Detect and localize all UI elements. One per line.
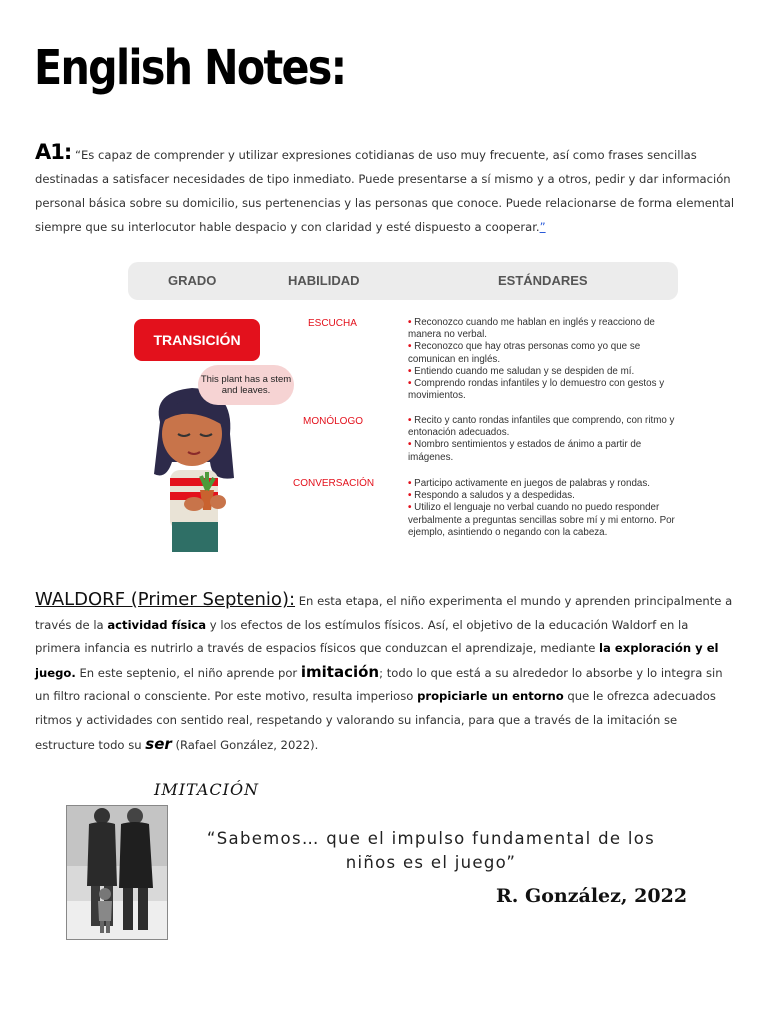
header-grado: GRADO <box>168 273 217 288</box>
waldorf-text: (Rafael González, 2022). <box>171 737 319 752</box>
speech-bubble: This plant has a stem and leaves. <box>198 365 294 405</box>
waldorf-label: WALDORF (Primer Septenio): <box>35 589 296 610</box>
photo-men-and-child <box>66 805 168 940</box>
highlight-ser: ser <box>145 734 172 753</box>
header-estandares: ESTÁNDARES <box>498 273 588 288</box>
header-habilidad: HABILIDAD <box>288 273 360 288</box>
list-item: • Respondo a saludos y a despedidas. <box>408 490 680 502</box>
highlight-exploracion: la exploración y el juego. <box>35 641 719 680</box>
highlight-entorno: propiciarle un entorno <box>417 689 564 704</box>
girl-illustration <box>142 382 252 552</box>
highlight-imitacion: imitación <box>300 662 380 681</box>
skill-monologo: MONÓLOGO <box>303 416 364 427</box>
list-item: • Participo activamente en juegos de palabras y rondas. <box>408 478 680 490</box>
a1-citation-link[interactable]: ” <box>539 220 546 234</box>
a1-paragraph <box>35 140 735 239</box>
imitacion-heading: IMITACIÓN <box>154 780 260 799</box>
list-item: • Recito y canto rondas infantiles que comprendo, con ritmo y entonación adecuados. <box>408 415 680 439</box>
list-item: • Comprendo rondas infantiles y lo demuestro con gestos y movimientos. <box>408 378 680 402</box>
list-item: • Utilizo el lenguaje no verbal cuando no puedo responder verbalmente a preguntas sencillas sobre mí y mi entorno. Por ejemplo, asintiendo o negando con la cabeza. <box>408 502 680 539</box>
list-item: • Entiendo cuando me saludan y se despiden de mí. <box>408 366 680 378</box>
standards-monologo <box>408 415 680 464</box>
a1-text: “Es capaz de comprender y utilizar expresiones cotidianas de uso muy frecuente, así como frases sencillas destinadas a satisfacer necesidades de tipo inmediato. Puede presentarse a sí mismo y a otros, pedir y dar información personal básica sobre su domicilio, sus pertenencias y las personas que conoce. Puede relacionarse de forma elemental siempre que su interlocutor hable despacio y con claridad y esté dispuesto a cooperar. <box>35 148 735 234</box>
page-title: English Notes: <box>34 40 346 96</box>
waldorf-text: y los efectos de los estímulos físicos. Así, el objetivo de la educación Waldorf en la primera infancia es nutrirlo a través de espacios físicos que conduzcan el aprendizaje, mediante <box>35 617 689 656</box>
waldorf-paragraph <box>35 588 735 757</box>
a1-label: A1: <box>35 140 72 164</box>
standards-escucha <box>408 317 680 402</box>
list-item: • Reconozco que hay otras personas como yo que se comunican en inglés. <box>408 341 680 365</box>
standards-header <box>128 262 678 300</box>
skill-conversacion: CONVERSACIÓN <box>293 478 375 489</box>
list-item: • Reconozco cuando me hablan en inglés y reacciono de manera no verbal. <box>408 317 680 341</box>
quote-author: R. González, 2022 <box>496 885 688 907</box>
standards-conversacion <box>408 478 680 539</box>
quote-text: “Sabemos… que el impulso fundamental de los niños es el juego” <box>206 829 656 872</box>
grade-badge: TRANSICIÓN <box>134 319 260 361</box>
waldorf-text: En este septenio, el niño aprende por <box>75 665 301 680</box>
highlight-actividad-fisica: actividad física <box>107 617 207 632</box>
standards-table <box>128 262 680 572</box>
skill-escucha: ESCUCHA <box>308 318 357 329</box>
waldorf-text: ; todo lo que está a su alrededor lo absorbe y lo integra sin un filtro racional o consciente. Por este motivo, resulta imperioso <box>35 665 723 704</box>
list-item: • Nombro sentimientos y estados de ánimo a partir de imágenes. <box>408 439 680 463</box>
waldorf-text: En esta etapa, el niño experimenta el mundo y aprenden principalmente a través de la <box>35 594 733 632</box>
waldorf-text: que le ofrezca adecuados ritmos y actividades con sentido real, respetando y valorando su infancia, para que a través de la imitación se estructure todo su <box>35 689 716 752</box>
